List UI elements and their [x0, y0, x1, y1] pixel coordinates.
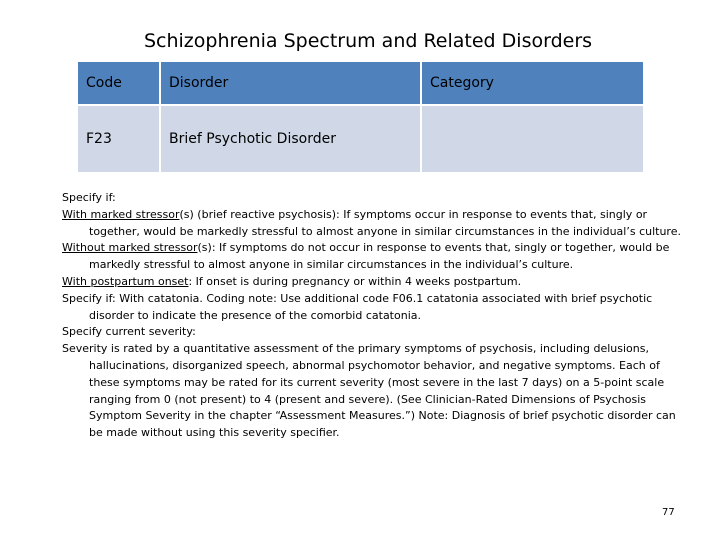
specifier-notes [62, 190, 682, 442]
severity-para: Severity is rated by a quantitative assessment of the primary symptoms of psychosis, including delusions, hallucinations, disorganized speech, abnormal psychomotor behavior, and negative symptoms. Each of these symptoms may be rated for its current severity (most severe in the last 7 days) on a 5-point scale ranging from 0 (not present) to 4 (present and severe). (See Clinician-Rated Dimensions of Psychosis Symptom Severity in the chapter “Assessment Measures.”) Note: Diagnosis of brief psychotic disorder can be made without using this severity specifier. [62, 342, 676, 440]
without-stressor-text: (s): If symptoms do not occur in response to events that, singly or together, would be markedly stressful to almost anyone in similar circumstances in the individual’s culture. [89, 241, 670, 272]
with-stressor-text: (s) (brief reactive psychosis): If symptoms occur in response to events that, singly or together, would be markedly stressful to almost anyone in similar circumstances in the individual’s culture. [89, 207, 681, 238]
table-row [77, 105, 644, 173]
page-number: 77 [662, 507, 675, 518]
postpartum-para [62, 274, 682, 291]
without-stressor-para [62, 240, 682, 274]
postpartum-text: : If onset is during pregnancy or within 4 weeks postpartum. [188, 274, 522, 288]
without-stressor-label: Without marked stressor [62, 241, 198, 255]
specify-if-line: Specify if: [62, 191, 116, 204]
table-header-row [77, 61, 644, 105]
with-stressor-para [62, 207, 682, 241]
cell-category [421, 105, 644, 173]
header-disorder: Disorder [160, 61, 421, 105]
severity-heading: Specify current severity: [62, 325, 196, 339]
catatonia-para: Specify if: With catatonia. Coding note: Use additional code F06.1 catatonia associated with brief psychotic disorder to indicate the presence of the comorbid catatonia. [62, 291, 653, 322]
postpartum-label: With postpartum onset [62, 274, 189, 288]
cell-disorder: Brief Psychotic Disorder [160, 105, 421, 173]
with-stressor-label: With marked stressor [62, 207, 180, 221]
disorder-table [76, 60, 645, 174]
slide-title: Schizophrenia Spectrum and Related Disorders [143, 30, 593, 52]
cell-code: F23 [77, 105, 160, 173]
header-code: Code [77, 61, 160, 105]
header-category: Category [421, 61, 644, 105]
